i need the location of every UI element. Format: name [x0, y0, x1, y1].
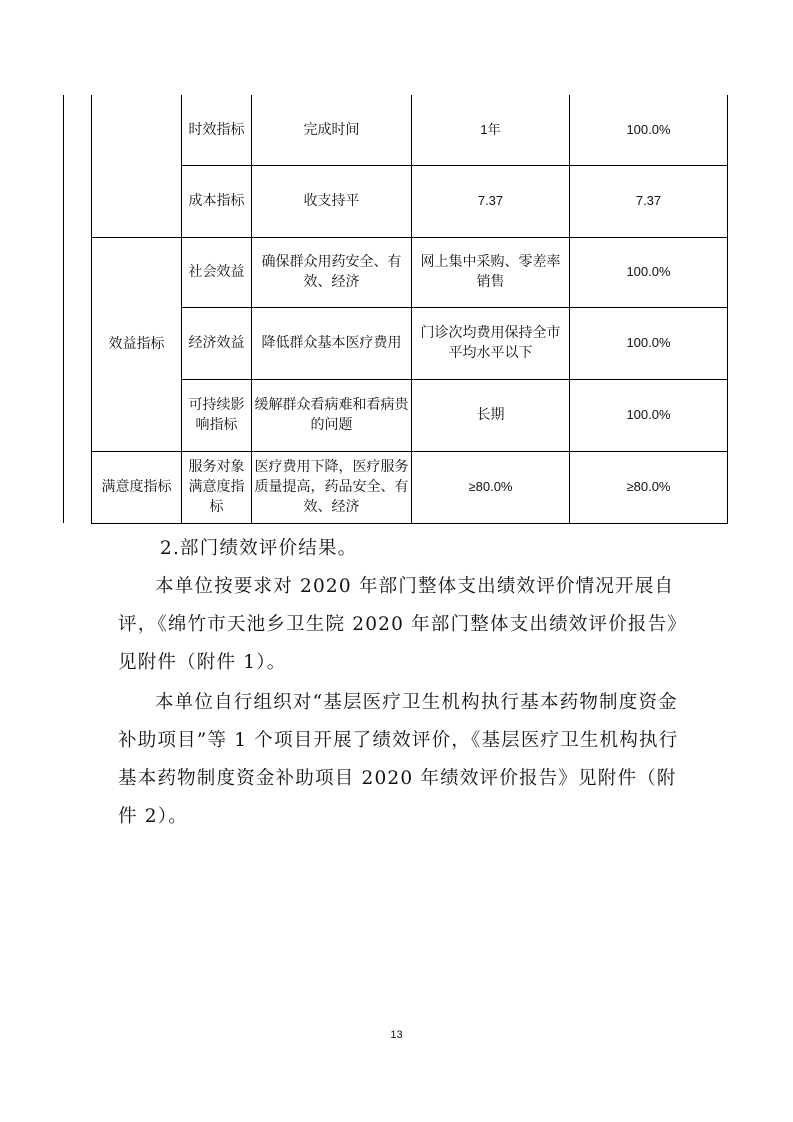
- sub-indicator-cell: 社会效益: [182, 237, 252, 307]
- target-cell: 7.37: [412, 165, 570, 237]
- target-cell: 门诊次均费用保持全市平均水平以下: [412, 307, 570, 379]
- sub-indicator-cell: 经济效益: [182, 307, 252, 379]
- target-cell: 网上集中采购、零差率销售: [412, 237, 570, 307]
- group-cell: 效益指标: [92, 237, 182, 451]
- actual-cell: 100.0%: [570, 237, 728, 307]
- target-cell: ≥80.0%: [412, 451, 570, 523]
- table-row: [92, 95, 728, 165]
- actual-cell: 100.0%: [570, 307, 728, 379]
- sub-indicator-cell: 时效指标: [182, 95, 252, 165]
- metric-cell: 降低群众基本医疗费用: [252, 307, 412, 379]
- metric-cell: 确保群众用药安全、有效、经济: [252, 237, 412, 307]
- table-row: [92, 307, 728, 379]
- target-cell: 长期: [412, 379, 570, 451]
- metric-cell: 缓解群众看病难和看病贵的问题: [252, 379, 412, 451]
- table-row: [92, 165, 728, 237]
- actual-cell: 100.0%: [570, 95, 728, 165]
- sub-indicator-cell: 成本指标: [182, 165, 252, 237]
- outer-table-border: [63, 95, 64, 523]
- table-row: [92, 451, 728, 523]
- group-cell-blank: [92, 95, 182, 237]
- page-number: 13: [390, 1029, 403, 1041]
- section-heading: 2.部门绩效评价结果。: [160, 538, 358, 559]
- metric-cell: 收支持平: [252, 165, 412, 237]
- table-row: [92, 379, 728, 451]
- target-cell: 1年: [412, 95, 570, 165]
- paragraph-self-evaluation: 本单位按要求对 2020 年部门整体支出绩效评价情况开展自评，《绵竹市天池乡卫生院 2020 年部门整体支出绩效评价报告》见附件（附件 1）。: [118, 576, 687, 673]
- actual-cell: 7.37: [570, 165, 728, 237]
- actual-cell: 100.0%: [570, 379, 728, 451]
- paragraph-project-evaluation: 本单位自行组织对“基层医疗卫生机构执行基本药物制度资金补助项目”等 1 个项目开展了绩效评价，《基层医疗卫生机构执行基本药物制度资金补助项目 2020 年绩效评价报告》见附件（附件 2）。: [118, 692, 679, 827]
- metric-cell: 完成时间: [252, 95, 412, 165]
- group-cell: 满意度指标: [92, 451, 182, 523]
- actual-cell: ≥80.0%: [570, 451, 728, 523]
- sub-indicator-cell: 服务对象满意度指标: [182, 451, 252, 523]
- metric-cell: 医疗费用下降，医疗服务质量提高，药品安全、有效、经济: [252, 451, 412, 523]
- sub-indicator-cell: 可持续影响指标: [182, 379, 252, 451]
- performance-indicator-table: [91, 95, 728, 524]
- table-row: [92, 237, 728, 307]
